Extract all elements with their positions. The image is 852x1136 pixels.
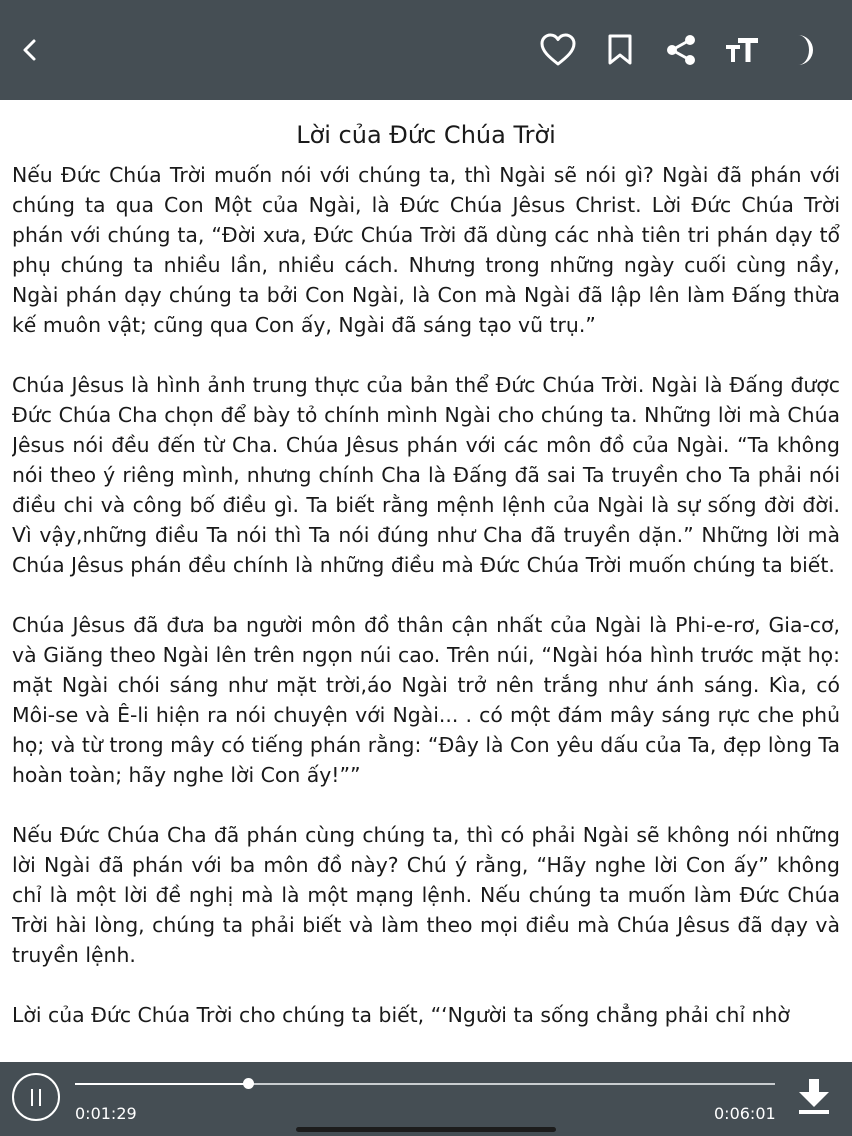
progress-thumb[interactable] <box>243 1078 254 1089</box>
share-button[interactable] <box>659 28 703 72</box>
audio-player-bar <box>0 1062 852 1136</box>
night-mode-button[interactable] <box>782 28 826 72</box>
back-button[interactable] <box>8 28 52 72</box>
download-button[interactable] <box>794 1076 834 1116</box>
home-indicator <box>296 1127 556 1132</box>
favorite-button[interactable] <box>536 28 580 72</box>
text-size-button[interactable] <box>720 28 764 72</box>
download-icon <box>794 1076 834 1116</box>
moon-icon <box>789 33 819 67</box>
pause-button[interactable] <box>12 1073 60 1121</box>
heart-icon <box>539 33 577 67</box>
top-toolbar <box>0 0 852 100</box>
elapsed-time: 0:01:29 <box>75 1104 137 1123</box>
bookmark-icon <box>607 34 633 66</box>
chevron-left-icon <box>18 38 42 62</box>
progress-fill <box>75 1083 248 1085</box>
total-time: 0:06:01 <box>714 1104 776 1123</box>
pause-icon <box>39 1089 41 1106</box>
article-title: Lời của Đức Chúa Trời <box>296 121 556 149</box>
bookmark-button[interactable] <box>598 28 642 72</box>
article-paragraph: Nếu Đức Chúa Trời muốn nói với chúng ta, thì Ngài sẽ nói gì? Ngài đã phán với chúng ta qua Con Một của Ngài, là Đức Chúa Jêsus Christ. Lời Đức Chúa Trời phán với chúng ta, “Đời xưa, Đức Chúa Trời đã dùng các nhà tiên tri phán dạy tổ phụ chúng ta nhiều lần, nhiều cách. Nhưng trong những ngày cuối cùng nầy, Ngài phán dạy chúng ta bởi Con Ngài, là Con mà Ngài đã lập lên làm Đấng thừa kế muôn vật; cũng qua Con ấy, Ngài đã sáng tạo vũ trụ.” <box>12 163 840 337</box>
article-paragraph: Chúa Jêsus là hình ảnh trung thực của bản thể Đức Chúa Trời. Ngài là Đấng được Đức Chúa Cha chọn để bày tỏ chính mình Ngài cho chúng ta. Những lời mà Chúa Jêsus nói đều đến từ Cha. Chúa Jêsus phán với các môn đồ của Ngài. “Ta không nói theo ý riêng mình, nhưng chính Cha là Đấng đã sai Ta truyền cho Ta phải nói điều chi và công bố điều gì. Ta biết rằng mệnh lệnh của Ngài là sự sống đời đời. Vì vậy,những điều Ta nói thì Ta nói đúng như Cha đã truyền dặn.” Những lời mà Chúa Jêsus phán đều chính là những điều mà Đức Chúa Trời muốn chúng ta biết. <box>12 373 840 577</box>
article-paragraph: Chúa Jêsus đã đưa ba người môn đồ thân cận nhất của Ngài là Phi-e-rơ, Gia-cơ, và Giăng theo Ngài lên trên ngọn núi cao. Trên núi, “Ngài hóa hình trước mặt họ: mặt Ngài chói sáng như mặt trời,áo Ngài trở nên trắng như ánh sáng. Kìa, có Môi-se và Ê-li hiện ra nói chuyện với Ngài... . có một đám mây sáng rực che phủ họ; và từ trong mây có tiếng phán rằng: “Đây là Con yêu dấu của Ta, đẹp lòng Ta hoàn toàn; hãy nghe lời Con ấy!”” <box>12 613 840 787</box>
article-content <box>12 100 840 1062</box>
progress-slider[interactable] <box>75 1083 775 1085</box>
text-size-icon <box>725 36 759 64</box>
pause-icon <box>31 1089 33 1106</box>
share-icon <box>664 33 698 67</box>
article-paragraph: Lời của Đức Chúa Trời cho chúng ta biết, “‘Người ta sống chẳng phải chỉ nhờ <box>12 1003 790 1027</box>
article-paragraph: Nếu Đức Chúa Cha đã phán cùng chúng ta, thì có phải Ngài sẽ không nói những lời Ngài đã phán với ba môn đồ này? Chú ý rằng, “Hãy nghe lời Con ấy” không chỉ là một lời đề nghị mà là một mạng lệnh. Nếu chúng ta muốn làm Đức Chúa Trời hài lòng, chúng ta phải biết và làm theo mọi điều mà Chúa Jêsus đã dạy và truyền lệnh. <box>12 823 840 967</box>
